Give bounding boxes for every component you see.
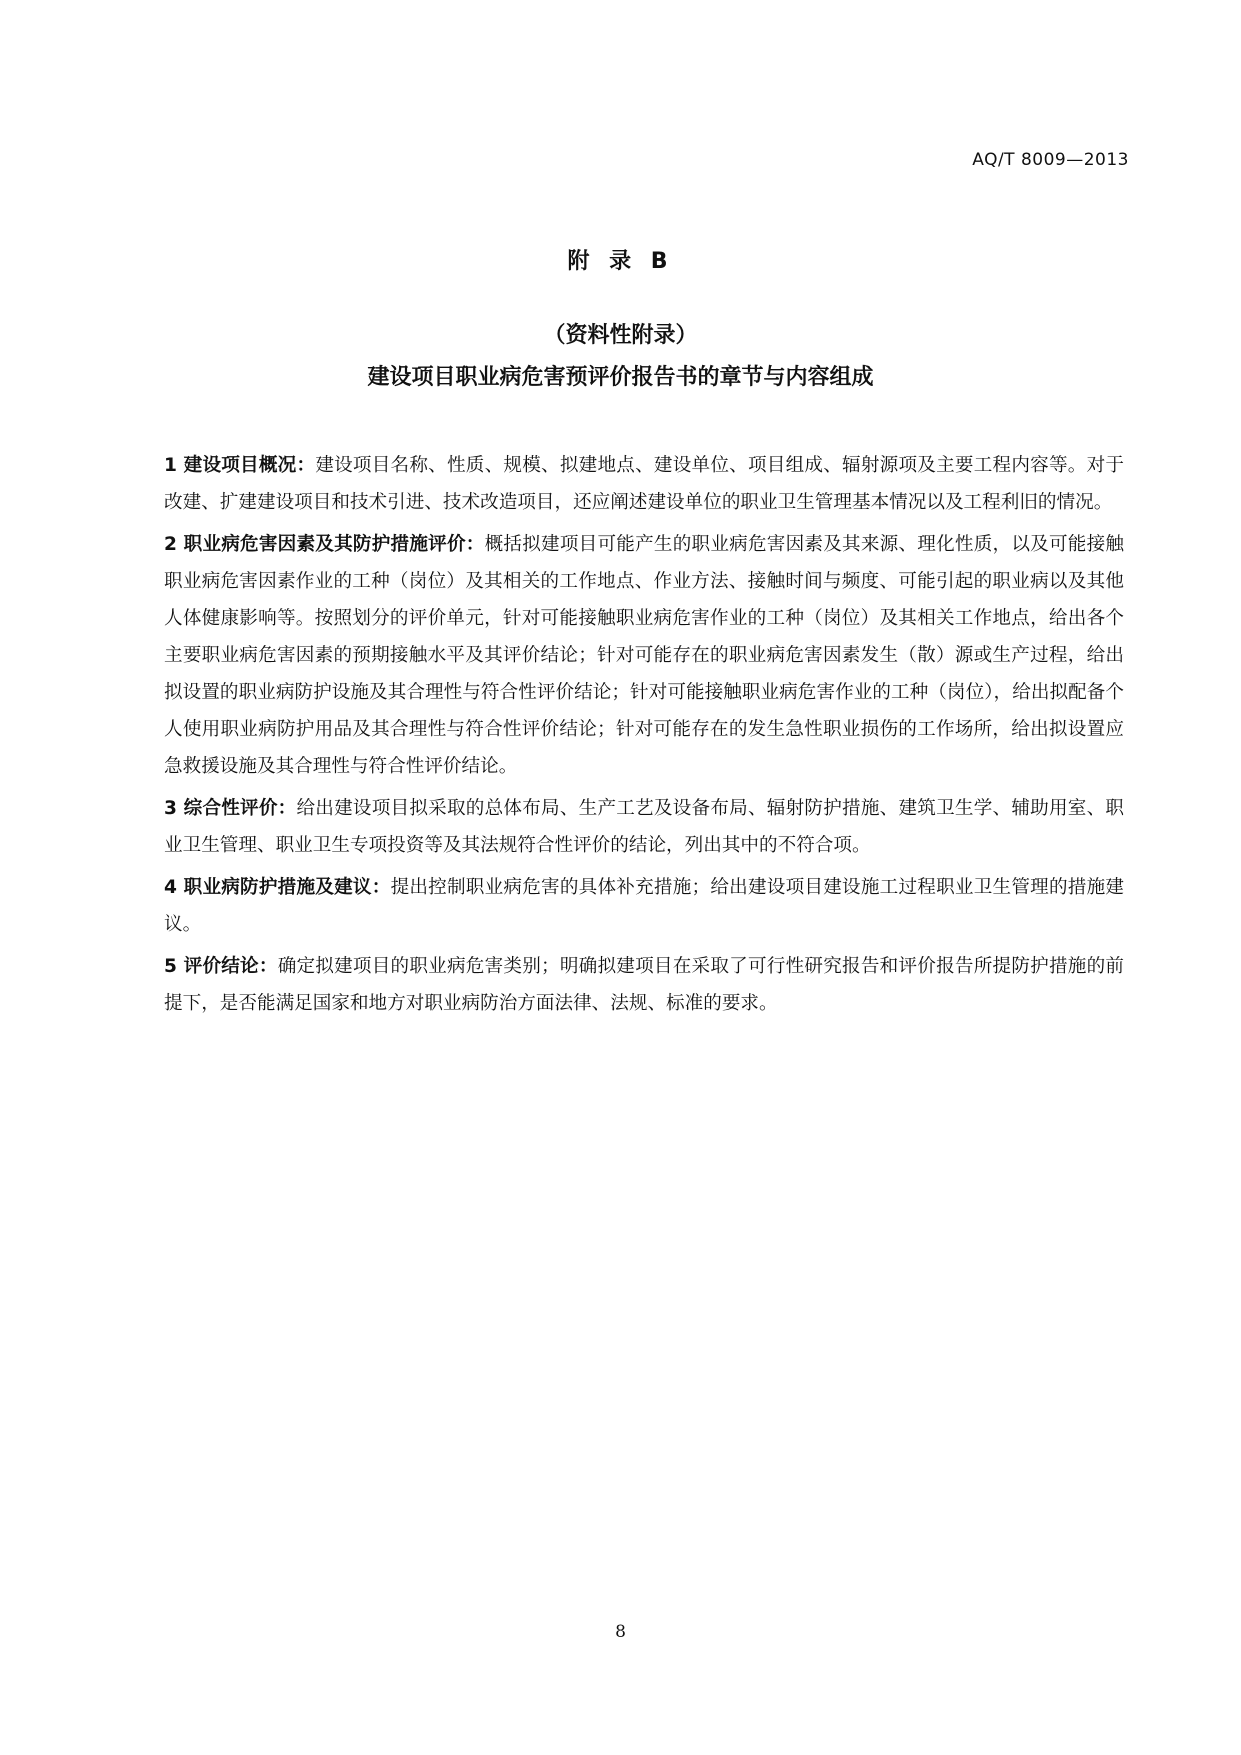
section-body: 确定拟建项目的职业病危害类别；明确拟建项目在采取了可行性研究报告和评价报告所提防护措施的前提下，是否能满足国家和地方对职业病防治方面法律、法规、标准的要求。	[164, 956, 1124, 1014]
appendix-type: （资料性附录）	[543, 323, 698, 348]
appendix-title: 建设项目职业病危害预评价报告书的章节与内容组成	[367, 365, 874, 390]
section-body: 概括拟建项目可能产生的职业病危害因素及其来源、理化性质，以及可能接触职业病危害因素作业的工种（岗位）及其相关的工作地点、作业方法、接触时间与频度、可能引起的职业病以及其他人体健康影响等。按照划分的评价单元，针对可能接触职业病危害作业的工种（岗位）及其相关工作地点，给出各个主要职业病危害因素的预期接触水平及其评价结论；针对可能存在的职业病危害因素发生（散）源或生产过程，给出拟设置的职业病防护设施及其合理性与符合性评价结论；针对可能接触职业病危害作业的工种（岗位），给出拟配备个人使用职业病防护用品及其合理性与符合性评价结论；针对可能存在的发生急性职业损伤的工作场所，给出拟设置应急救援设施及其合理性与符合性评价结论。	[164, 534, 1124, 777]
page-number: 8	[615, 1622, 626, 1642]
section-2	[164, 526, 1124, 785]
section-body: 提出控制职业病危害的具体补充措施；给出建设项目建设施工过程职业卫生管理的措施建议。	[164, 877, 1124, 935]
section-heading: 2 职业病危害因素及其防护措施评价：	[164, 534, 485, 555]
section-heading: 4 职业病防护措施及建议：	[164, 877, 391, 898]
section-heading: 1 建设项目概况：	[164, 455, 316, 476]
section-heading: 3 综合性评价：	[164, 798, 297, 819]
section-body: 给出建设项目拟采取的总体布局、生产工艺及设备布局、辐射防护措施、建筑卫生学、辅助用室、职业卫生管理、职业卫生专项投资等及其法规符合性评价的结论，列出其中的不符合项。	[164, 798, 1124, 856]
section-1	[164, 447, 1124, 521]
appendix-content	[164, 447, 1124, 1027]
appendix-heading: 附 录 B	[567, 249, 674, 274]
section-4	[164, 869, 1124, 943]
section-body: 建设项目名称、性质、规模、拟建地点、建设单位、项目组成、辐射源项及主要工程内容等。对于改建、扩建建设项目和技术引进、技术改造项目，还应阐述建设单位的职业卫生管理基本情况以及工程利旧的情况。	[164, 455, 1124, 513]
section-3	[164, 790, 1124, 864]
standard-code: AQ/T 8009—2013	[972, 150, 1129, 170]
section-5	[164, 948, 1124, 1022]
section-heading: 5 评价结论：	[164, 956, 278, 977]
